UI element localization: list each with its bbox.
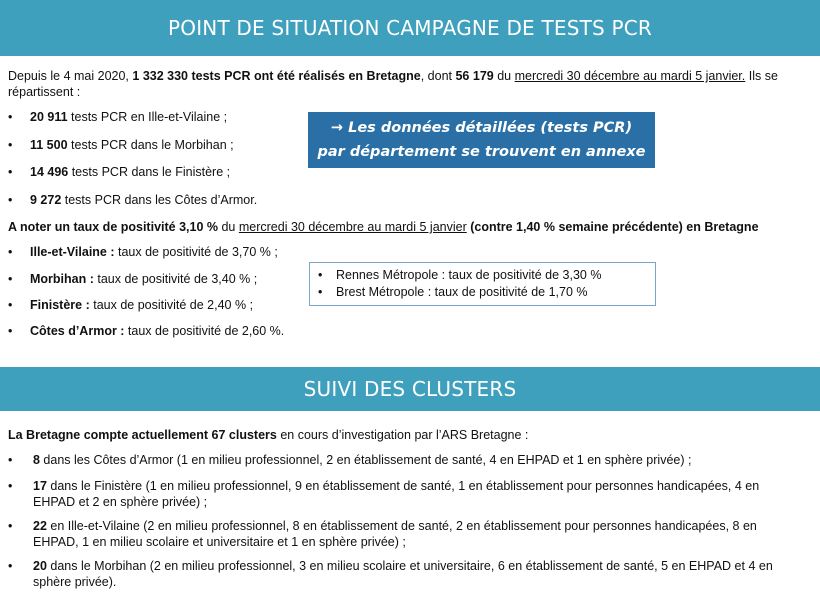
test-count: 11 500 [30, 138, 68, 152]
department-rate: taux de positivité de 2,60 %. [124, 324, 285, 338]
cluster-count: 22 [33, 519, 47, 533]
test-count: 9 272 [30, 193, 62, 207]
intro-text: du [493, 69, 515, 83]
cluster-count: 17 [33, 479, 47, 493]
cluster-count: 8 [33, 453, 40, 467]
department-rate: taux de positivité de 2,40 % ; [89, 298, 254, 312]
metropole-rate: Brest Métropole : taux de positivité de 1,70 % [336, 285, 588, 299]
test-count: 14 496 [30, 165, 69, 179]
period-text: mercredi 30 décembre au mardi 5 janvier [238, 220, 467, 234]
intro-text: , dont [420, 69, 456, 83]
department-name: Morbihan : [30, 272, 94, 286]
intro-text: Ils se répartissent : [8, 69, 778, 99]
department-name: Côtes d’Armor : [30, 324, 125, 338]
bullet: • [8, 138, 13, 152]
department-rate: taux de positivité de 3,70 % ; [114, 245, 278, 259]
period-text: mercredi 30 décembre au mardi 5 janvier. [514, 69, 746, 83]
test-label: tests PCR dans le Finistère ; [68, 165, 231, 179]
test-label: tests PCR dans les Côtes d’Armor. [61, 193, 258, 207]
department-name: Ille-et-Vilaine : [30, 245, 115, 259]
bullet: • [8, 559, 13, 573]
metropoles-box [309, 262, 656, 306]
department-name: Finistère : [30, 298, 90, 312]
weekly-tests: 56 179 [455, 69, 494, 83]
positivity-comparison: (contre 1,40 % semaine précédente) en Bretagne [466, 220, 759, 234]
bullet: • [8, 165, 13, 179]
test-label: tests PCR dans le Morbihan ; [67, 138, 234, 152]
bullet: • [8, 453, 13, 467]
cluster-detail: dans les Côtes d’Armor (1 en milieu professionnel, 2 en établissement de santé, 4 en EHPAD et 1 en sphère privée) ; [39, 453, 692, 467]
annex-callout [308, 112, 655, 168]
clusters-text: en cours d’investigation par l’ARS Bretagne : [276, 428, 529, 442]
clusters-intro [8, 427, 808, 443]
cluster-detail: en Ille-et-Vilaine (2 en milieu professionnel, 8 en établissement de santé, 2 en établissement pour personnes handicapées, 8 en EHPAD, 1 en milieu scolaire et universitaire et 1 en sphère privée) ; [33, 519, 757, 549]
cluster-detail: dans le Morbihan (2 en milieu professionnel, 3 en milieu scolaire et universitaire, 6 en établissement de santé, 5 en EHPAD et 4 en sphère privée). [33, 559, 773, 589]
department-rate: taux de positivité de 3,40 % ; [93, 272, 258, 286]
clusters-count: La Bretagne compte actuellement 67 clusters [8, 428, 277, 442]
test-label: tests PCR en Ille-et-Vilaine ; [67, 110, 228, 124]
bullet: • [318, 285, 323, 299]
cluster-detail: dans le Finistère (1 en milieu professionnel, 9 en établissement de santé, 1 en établissement pour personnes handicapées, 4 en EHPAD et 2 en sphère privée) ; [33, 479, 760, 509]
positivity-rate: A noter un taux de positivité 3,10 % [8, 220, 218, 234]
bullet: • [8, 298, 13, 312]
total-tests: 1 332 330 tests PCR ont été réalisés en Bretagne [132, 69, 421, 83]
cluster-count: 20 [33, 559, 47, 573]
bullet: • [8, 324, 13, 338]
bullet: • [8, 245, 13, 259]
metropole-rate: Rennes Métropole : taux de positivité de 3,30 % [336, 268, 602, 282]
callout-line: → Les données détaillées (tests PCR) [330, 120, 633, 136]
intro-text: Depuis le 4 mai 2020, [8, 69, 133, 83]
section-title: POINT DE SITUATION CAMPAGNE DE TESTS PCR [168, 16, 652, 40]
bullet: • [8, 193, 13, 207]
bullet: • [8, 272, 13, 286]
section-title: SUIVI DES CLUSTERS [303, 377, 517, 401]
section-banner-tests [0, 0, 820, 56]
intro-paragraph [8, 68, 808, 100]
positivity-text: du [218, 220, 239, 234]
bullet: • [318, 268, 323, 282]
bullet: • [8, 519, 13, 533]
bullet: • [8, 110, 13, 124]
positivity-paragraph [8, 219, 813, 235]
section-banner-clusters [0, 367, 820, 411]
test-count: 20 911 [30, 110, 68, 124]
callout-line: par département se trouvent en annexe [317, 144, 646, 160]
bullet: • [8, 479, 13, 493]
